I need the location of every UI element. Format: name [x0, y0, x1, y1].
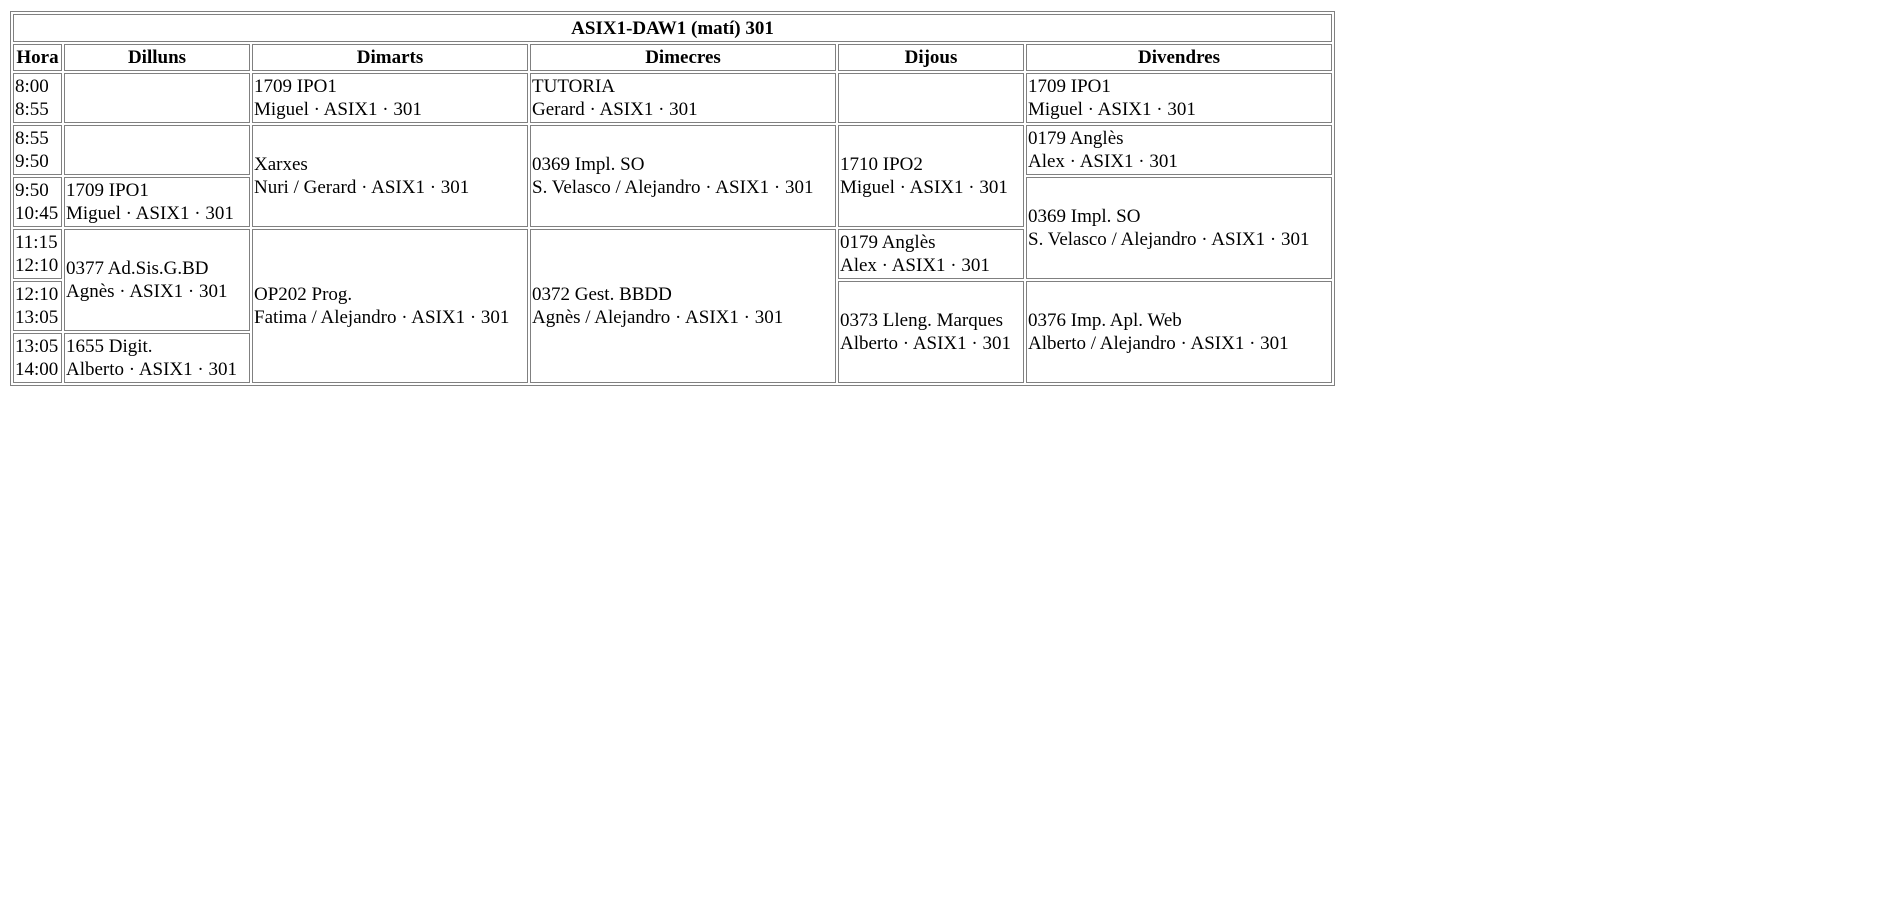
header-hora: Hora: [13, 44, 62, 71]
header-dijous: Dijous: [838, 44, 1024, 71]
class-detail: Alberto · ASIX1 · 301: [840, 333, 1011, 354]
class-subject: TUTORIA: [532, 76, 616, 97]
class-cell: [64, 333, 250, 383]
class-detail: Gerard · ASIX1 · 301: [532, 99, 698, 120]
hour-end: 9:50: [15, 151, 49, 172]
class-cell: [1026, 73, 1332, 123]
class-detail: Miguel · ASIX1 · 301: [1028, 99, 1196, 120]
class-cell: [252, 229, 528, 383]
class-cell: [1026, 281, 1332, 383]
hour-start: 12:10: [15, 284, 59, 305]
timetable-row: [13, 73, 1332, 123]
header-divendres: Divendres: [1026, 44, 1332, 71]
class-detail: Miguel · ASIX1 · 301: [66, 203, 234, 224]
class-detail: Agnès / Alejandro · ASIX1 · 301: [532, 307, 784, 328]
hour-start: 8:55: [15, 128, 49, 149]
hour-end: 12:10: [15, 255, 59, 276]
class-subject: 1709 IPO1: [1028, 76, 1111, 97]
header-dimarts: Dimarts: [252, 44, 528, 71]
class-detail: Nuri / Gerard · ASIX1 · 301: [254, 177, 470, 198]
hour-cell: [13, 177, 62, 227]
class-detail: S. Velasco / Alejandro · ASIX1 · 301: [532, 177, 814, 198]
class-detail: Alex · ASIX1 · 301: [840, 255, 990, 276]
header-dilluns: Dilluns: [64, 44, 250, 71]
empty-cell: [64, 73, 250, 123]
class-subject: 0179 Anglès: [840, 232, 936, 253]
timetable-row: [13, 125, 1332, 175]
class-subject: 0372 Gest. BBDD: [532, 284, 672, 305]
class-cell: [64, 229, 250, 331]
class-subject: 0373 Lleng. Marques: [840, 310, 1004, 331]
class-cell: [530, 73, 836, 123]
timetable: [10, 11, 1335, 386]
hour-end: 8:55: [15, 99, 49, 120]
title-row: [13, 14, 1332, 42]
class-cell: [1026, 177, 1332, 279]
class-subject: 1655 Digit.: [66, 336, 153, 357]
timetable-title: ASIX1-DAW1 (matí) 301: [13, 14, 1332, 42]
class-cell: [64, 177, 250, 227]
hour-start: 9:50: [15, 180, 49, 201]
class-cell: [530, 125, 836, 227]
class-detail: Agnès · ASIX1 · 301: [66, 281, 228, 302]
class-cell: [1026, 125, 1332, 175]
class-detail: S. Velasco / Alejandro · ASIX1 · 301: [1028, 229, 1310, 250]
class-cell: [252, 73, 528, 123]
class-subject: OP202 Prog.: [254, 284, 353, 305]
hour-cell: [13, 73, 62, 123]
empty-cell: [838, 73, 1024, 123]
hour-end: 13:05: [15, 307, 59, 328]
class-detail: Miguel · ASIX1 · 301: [254, 99, 422, 120]
class-detail: Alberto · ASIX1 · 301: [66, 359, 237, 380]
class-subject: 0377 Ad.Sis.G.BD: [66, 258, 209, 279]
class-cell: [838, 229, 1024, 279]
class-detail: Miguel · ASIX1 · 301: [840, 177, 1008, 198]
hour-end: 14:00: [15, 359, 59, 380]
class-subject: 1709 IPO1: [66, 180, 149, 201]
class-cell: [252, 125, 528, 227]
class-subject: 1710 IPO2: [840, 154, 923, 175]
hour-start: 11:15: [15, 232, 58, 253]
class-subject: 0369 Impl. SO: [1028, 206, 1141, 227]
class-subject: 0376 Imp. Apl. Web: [1028, 310, 1182, 331]
hour-cell: [13, 229, 62, 279]
class-subject: 1709 IPO1: [254, 76, 337, 97]
class-detail: Alberto / Alejandro · ASIX1 · 301: [1028, 333, 1289, 354]
class-subject: Xarxes: [254, 154, 308, 175]
hour-end: 10:45: [15, 203, 59, 224]
header-row: [13, 44, 1332, 71]
hour-start: 13:05: [15, 336, 59, 357]
header-dimecres: Dimecres: [530, 44, 836, 71]
class-cell: [530, 229, 836, 383]
hour-cell: [13, 333, 62, 383]
class-detail: Alex · ASIX1 · 301: [1028, 151, 1178, 172]
class-subject: 0369 Impl. SO: [532, 154, 645, 175]
hour-cell: [13, 125, 62, 175]
class-cell: [838, 281, 1024, 383]
hour-cell: [13, 281, 62, 331]
empty-cell: [64, 125, 250, 175]
hour-start: 8:00: [15, 76, 49, 97]
class-cell: [838, 125, 1024, 227]
class-detail: Fatima / Alejandro · ASIX1 · 301: [254, 307, 510, 328]
class-subject: 0179 Anglès: [1028, 128, 1124, 149]
